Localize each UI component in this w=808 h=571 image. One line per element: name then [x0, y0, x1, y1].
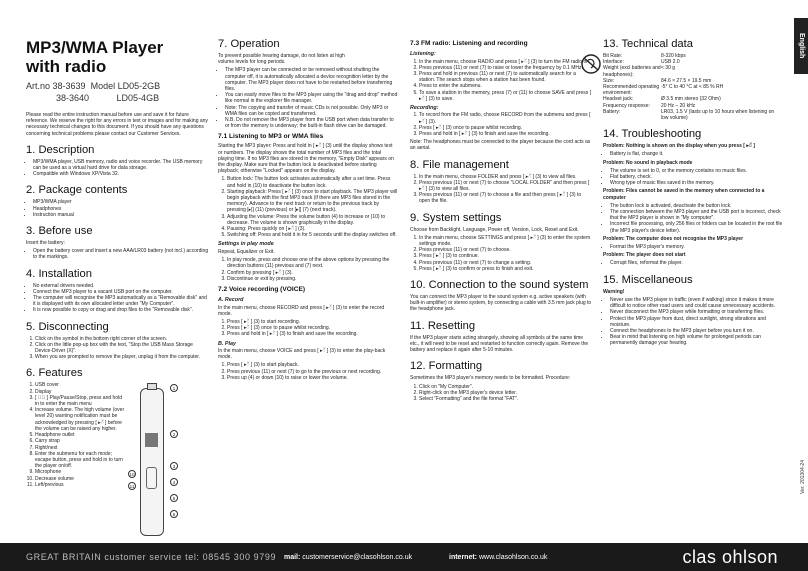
- callout-1: 1: [170, 384, 178, 392]
- list-item: • The button lock is activated, deactivate the button lock.: [610, 203, 783, 209]
- list-item: 1. In play mode, press and choose one of the above options by pressing the direction buttons (11) previous and (7) next.: [227, 257, 398, 269]
- list-item: 3. [ ▸ॅ ] Play/Pause/Stop, press and hold in to enter the main menu: [35, 395, 126, 407]
- heading-connection: 10. Connection to the sound system: [410, 279, 589, 292]
- s3-text: Insert the battery:: [26, 240, 65, 247]
- list-item: 1. Click on the symbol in the bottom right corner of the screen.: [35, 336, 209, 342]
- list-s8: [410, 174, 593, 205]
- tech-label: Interface:: [603, 59, 624, 66]
- model-1: LD05-2GB: [117, 81, 161, 91]
- tech-label: Size:: [603, 77, 615, 84]
- list-item: 10. Decrease volume: [35, 476, 126, 482]
- list-item: 3. Press [ ▸ॅ ] (3) to continue.: [419, 253, 593, 259]
- list-item: 1. In the main menu, choose SETTINGS and press [ ▸ॅ ] (3) to enter the system settings mode.: [419, 235, 593, 247]
- problem-title: Problem: Nothing is shown on the display when you press [ ▸ॅ ]: [603, 143, 755, 150]
- fm-note: Note: The headphones must be connected to the player because the cord acts as an aerial.: [410, 139, 591, 152]
- list-item: 1. To record from the FM radio, choose RECORD from the submenu and press [ ▸ॅ ] (3).: [419, 112, 593, 124]
- list-item: 1. Press [ ▸ॅ ] (3) to start playback.: [227, 362, 398, 368]
- list-item: 5. Press [ ▸ॅ ] (3) to confirm or press to finish and exit.: [419, 266, 593, 272]
- list-s5: [26, 336, 209, 361]
- list-fm-recording: [410, 112, 593, 137]
- web-label: internet:: [449, 553, 477, 561]
- list-item: 5. Headphone outlet: [35, 432, 126, 438]
- heading-play-mode: Settings in play mode: [218, 241, 274, 248]
- list-item: • Format the MP3 player's memory.: [610, 244, 783, 250]
- heading-listening: 7.1 Listening to MP3 or WMA files: [218, 133, 324, 141]
- list-s6: [26, 382, 126, 550]
- list-s3: [26, 248, 209, 260]
- footer-bar: [0, 543, 808, 571]
- art-prefix: Art.no: [26, 81, 51, 91]
- page-title: MP3/WMA Player with radio: [26, 38, 164, 76]
- art-no-1: 38-3639: [52, 81, 86, 91]
- list-item: • Battery is flat, change it.: [610, 151, 783, 157]
- heading-misc: 15. Miscellaneous: [603, 273, 693, 286]
- s12-text: Sometimes the MP3 player's memory needs to be formatted. Procedure:: [410, 375, 571, 382]
- technical-table: [603, 53, 783, 121]
- model-2: LD05-4GB: [116, 93, 160, 103]
- list-item: 1. Click on "My Computer".: [419, 384, 593, 390]
- s71-text: Starting the MP3 player: Press and hold in [ ▸ॅ ] (3) until the display shows text or numbers. The display shows the total number of MP3 files and the total playing time. If no MP3 files are stored in the memory, "Empty Disk" appears on the display. Make sure that the button lock is deactivated before starting playback; otherwise "Locked" appears on the display.: [218, 143, 394, 175]
- tech-label: Headset jack:: [603, 96, 634, 103]
- tech-row: [603, 65, 783, 77]
- article-numbers: [26, 80, 209, 104]
- callout-6: 6: [170, 510, 178, 518]
- list-item: • Corrupt files, reformat the player.: [610, 260, 783, 266]
- tech-label: Battery:: [603, 108, 621, 115]
- heading-package: 2. Package contents: [26, 184, 128, 197]
- heading-play: B. Play: [218, 340, 236, 347]
- callout-2: 2: [170, 430, 178, 438]
- list-item: 2. Press previous (11) or next (7) to choose.: [419, 247, 593, 253]
- list-item: 5. To save a station in the memory, press (7) or (11) to choose SAVE and press [ ▸ॅ ] (3) to save.: [419, 90, 593, 102]
- s10-text: You can connect the MP3 player to the sound system e.g. active speakers (with built-in amplifier) or stereo system, by connecting a cable with 3.5 mm jack plug to the headphone jack.: [410, 294, 592, 313]
- list-s12: [410, 384, 593, 403]
- list-item: • No external drivers needed.: [33, 283, 209, 289]
- list-item: • Compatible with Windows XP/Vista 32.: [33, 171, 209, 177]
- s7-text: To prevent possible hearing damage, do not listen at high volume levels for long periods.: [218, 53, 345, 66]
- problem-solutions: [603, 168, 783, 187]
- list-s7: [218, 67, 398, 129]
- brand-logo: clas ohlson: [682, 546, 778, 567]
- list-item: 1. USB cover: [35, 382, 126, 388]
- list-playmode: [218, 257, 398, 282]
- list-item: 3. Press and hold in previous (11) or next (7) to automatically search for a station. The search stops when a station has been found.: [419, 71, 593, 83]
- column-1: [26, 14, 209, 552]
- player-body-icon: [140, 388, 164, 536]
- tech-value: Ø 3.5 mm stereo (32 Ohm): [661, 96, 721, 103]
- heading-file-management: 8. File management: [410, 158, 509, 171]
- column-4: [603, 14, 783, 349]
- list-item: • Wrong type of music files saved in the memory.: [610, 180, 783, 186]
- list-item: • The computer will recognise the MP3 automatically as a "Removable disk" and it is displayed with its own allocated letter under "My Computer".: [33, 295, 209, 307]
- list-item: • Note: The copying and transfer of music CDs is not possible. Only MP3 or WMA files can be copied and transferred.: [225, 105, 398, 117]
- problem-title: Problem: No sound in playback mode: [603, 159, 693, 166]
- list-item: • Headphones: [33, 206, 209, 212]
- callout-11: 11: [129, 484, 135, 490]
- list-item: 2. Press [ ▸ॅ ] (3) once to pause whilst recording.: [227, 325, 398, 331]
- list-item: 2. Press previous (11) or next (7) to raise or lower the frequency by 0.1 MHz.: [419, 65, 593, 71]
- s9-text: Choose from Backlight, Language, Power off, Version, Lock, Reset and Exit.: [410, 226, 579, 233]
- callout-5: 5: [170, 494, 178, 502]
- list-play: [218, 362, 398, 381]
- list-record: [218, 319, 398, 338]
- heading-fm-radio: 7.3 FM radio: Listening and recording: [410, 40, 528, 47]
- problem-title: Problem: Files cannot be saved in the memory when connected to a computer: [603, 188, 765, 201]
- heading-system-settings: 9. System settings: [410, 211, 502, 224]
- list-item: 1. In the main menu, choose RADIO and press [ ▸ॅ ] (3) to turn the FM radio on.: [419, 59, 593, 65]
- troubleshooting-list: [603, 143, 783, 266]
- list-item: 11. Left/previous: [35, 482, 126, 488]
- web-address[interactable]: www.clasohlson.co.uk: [478, 553, 548, 561]
- heading-formatting: 12. Formatting: [410, 360, 483, 373]
- list-item: 4. Increase volume. The high volume (over level 20) warning notification must be acknowledged by pressing [ ▸ॅ ] before the volume can be raised any higher.: [35, 407, 126, 432]
- heading-record: A. Record: [218, 297, 244, 303]
- callout-4: 4: [170, 478, 178, 486]
- list-item: 2. Press [ ▸ॅ ] (3) once to pause whilst recording.: [419, 125, 593, 131]
- tech-value: -5° C to 40 °C at < 85 % RH: [661, 84, 724, 91]
- list-item: 2. Confirm by pressing [ ▸ॅ ] (3).: [227, 270, 398, 276]
- heading-before-use: 3. Before use: [26, 225, 93, 238]
- list-item: 4. Press to enter the submenu.: [419, 83, 593, 89]
- problem-solutions: [603, 203, 783, 234]
- list-item: • The MP3 player can be connected or be removed without shutting the computer off, it is automatically allocated a device recognition letter by the computer. The MP3 player does not have to be restarted before transferring files.: [225, 67, 398, 92]
- list-item: • The connection between the MP3 player and the USB port is incorrect, check that the MP3 player is shown in "My computer".: [610, 209, 783, 221]
- footer-mail: [284, 554, 449, 561]
- list-item: • Open the battery cover and insert a new AAA/LR03 battery (not incl.) according to the markings.: [33, 248, 209, 260]
- list-item: 2. Click on the little pop-up box with the text, "Stop the USB Mass Storage Device-Driver (X)".: [35, 342, 209, 354]
- list-item: 5. Switching off: Press and hold it in for 5 seconds until the display switches off.: [227, 232, 398, 238]
- problem-title: Problem: The player does not start: [603, 252, 686, 259]
- list-item: 7. Right/next: [35, 445, 126, 451]
- playmode-text: Repeat, Equalizer or Exit.: [218, 248, 275, 255]
- list-item: 3. Press previous (11) or next (7) to choose a file and then press [ ▸ॅ ] (3) to open the file.: [419, 192, 593, 204]
- intro-text: Please read the entire instruction manual before use and save it for future reference. We reserve the right for any errors in text or images and for making any necessary technical changes to this document. If you should have any questions concerning technical problems please contact our Customer Services.: [26, 112, 208, 137]
- tech-value: 84.6 × 27.5 × 19.5 mm: [661, 77, 712, 84]
- mail-address[interactable]: customerservice@clasohlson.co.uk: [302, 553, 413, 561]
- list-s71: [218, 176, 398, 238]
- s11-text: If the MP3 player starts acting strangely, showing all symbols at the same time etc., it will need to be reset and restarted to function correctly again. Remove the battery and replace it again after 5-10 minutes.: [410, 334, 589, 354]
- list-item: 1. In the main menu, choose FOLDER and press [ ▸ॅ ] (3) to view all files.: [419, 174, 593, 180]
- problem-solutions: [603, 151, 783, 157]
- problem-solutions: [603, 244, 783, 250]
- tech-row: [603, 84, 783, 96]
- heading-resetting: 11. Resetting: [410, 319, 476, 332]
- list-fm-listening: [410, 59, 593, 102]
- list-s9: [410, 235, 593, 272]
- footer-web: [449, 554, 614, 561]
- footer-customer-service: GREAT BRITAIN customer service tel: 08545 300 9799: [26, 552, 277, 562]
- column-2: [218, 14, 398, 383]
- heading-disconnecting: 5. Disconnecting: [26, 320, 109, 333]
- list-item: 3. Press and hold in [ ▸ॅ ] (3) to finish and save the recording.: [419, 131, 593, 137]
- list-item: 3. When you are prompted to remove the player, unplug it from the computer.: [35, 354, 209, 360]
- list-item: • Bear in mind that listening on high volume for prolonged periods can permanently damage your hearing.: [610, 334, 783, 346]
- list-item: 1. Button lock: The button lock activates automatically after a set time. Press and hold in (10) to deactivate the button lock.: [227, 176, 398, 188]
- list-item: • Never disconnect the MP3 player while formatting or transferring files.: [610, 309, 783, 315]
- list-item: • N.B. Do not remove the MP3 player from the USB port when data transfer to or from the memory is underway; the built-in flash drive can be damaged.: [225, 117, 398, 129]
- list-item: • The volume is set to 0, or the memory contains no music files.: [610, 168, 783, 174]
- heading-voice: 7.2 Voice recording (VOICE): [218, 286, 306, 293]
- heading-fm-recording: Recording:: [410, 104, 439, 111]
- list-item: 8. Enter the submenu for each mode; escape button, press and hold in to turn the player on/off.: [35, 451, 126, 470]
- list-item: 4. Press previous (11) or next (7) to change a setting.: [419, 260, 593, 266]
- list-item: 1. Press [ ▸ॅ ] (3) to start recording.: [227, 319, 398, 325]
- list-item: 2. Display: [35, 389, 126, 395]
- list-item: • Protect the MP3 player from dust, direct sunlight, strong vibrations and moisture.: [610, 316, 783, 328]
- features-block: [26, 382, 209, 552]
- heading-troubleshooting: 14. Troubleshooting: [603, 128, 702, 141]
- tech-label: Bit Rate:: [603, 53, 623, 59]
- list-item: • It is now possible to copy or drag and drop files to the "Removable disk".: [33, 307, 209, 313]
- version-label: Ver. 201304-24: [800, 460, 806, 494]
- list-item: • Connect the headphones to the MP3 player before you turn it on.: [610, 328, 783, 334]
- list-item: 3. Adjusting the volume: Press the volume button (4) to increase or (10) to decrease. The volume is shown graphically in the display.: [227, 214, 398, 226]
- list-item: • Instruction manual: [33, 212, 209, 218]
- list-item: • Never use the MP3 player in traffic (even if walking) since it makes it more difficult to notice other road users and could cause unnecessary accidents.: [610, 297, 783, 309]
- problem-title: Problem: The computer does not recognise the MP3 player: [603, 235, 744, 242]
- tech-label: Weight (excl batteries and headphones):: [603, 65, 661, 78]
- list-item: 2. Right-click on the MP3 player's device letter.: [419, 390, 593, 396]
- play-text: In the main menu, choose VOICE and press [ ▸ॅ ] (3) to enter the play-back mode.: [218, 348, 386, 361]
- usb-cover-icon: [147, 383, 157, 390]
- list-item: 2. Press previous (11) or next (7) to choose "LOCAL FOLDER" and then press [ ▸ॅ ] (3) to view all files.: [419, 180, 593, 192]
- language-tab: English: [794, 18, 808, 74]
- control-button-icon: [146, 467, 157, 489]
- list-s2: [26, 199, 209, 218]
- model-label: Model: [90, 81, 116, 91]
- tech-value: LR03, 1.5 V (lasts up to 10 hours when listening on low volume): [661, 108, 775, 122]
- list-item: • MP3/WMA player, USB memory, radio and voice recorder. The USB memory can be used as a virtual hard drive for data storage.: [33, 159, 209, 171]
- mail-label: mail:: [284, 553, 301, 561]
- list-s4: [26, 283, 209, 314]
- tech-label: Frequency response:: [603, 102, 650, 109]
- warning-label: Warning!: [603, 288, 625, 295]
- player-illustration-icon: [126, 382, 206, 552]
- heading-description: 1. Description: [26, 143, 95, 156]
- heading-installation: 4. Installation: [26, 267, 92, 280]
- list-s15: [603, 297, 783, 347]
- list-item: • MP3/WMA player: [33, 199, 209, 205]
- tech-label: Recommended operating environment:: [603, 84, 660, 97]
- list-item: 3. Press and hold in [ ▸ॅ ] (3) to finish and save the recording.: [227, 331, 398, 337]
- art-no-2: 38-3640: [56, 93, 90, 103]
- tech-value: 20 Hz – 20 kHz: [661, 102, 696, 109]
- column-3: [410, 14, 593, 404]
- list-item: 2. Press previous (11) or next (7) to go to the previous or next recording.: [227, 369, 398, 375]
- list-item: 3. Discontinue or exit by pressing.: [227, 276, 398, 282]
- list-s1: [26, 159, 209, 178]
- list-item: • Connect the MP3 player to a vacant USB port on the computer.: [33, 289, 209, 295]
- heading-technical: 13. Technical data: [603, 38, 693, 50]
- display-icon: [145, 433, 158, 447]
- list-item: • Incorrect file processing, only 256 files or folders can be located in the root file (the MP3 player's device letter).: [610, 221, 783, 233]
- list-item: 3. Press up (4) or down (10) to raise or lower the volume.: [227, 375, 398, 381]
- list-item: 9. Microphone: [35, 469, 126, 475]
- heading-operation: 7. Operation: [218, 38, 280, 50]
- tech-value: 8-320 kbps: [661, 53, 686, 59]
- problem-solutions: [603, 260, 783, 266]
- list-item: • You can easily move files to the MP3 player using the "drag and drop" method like normal in the explorer file manager.: [225, 92, 398, 104]
- tech-value: USB 2.0: [661, 59, 680, 66]
- list-item: • Flat battery, check.: [610, 174, 783, 180]
- heading-fm-listening: Listening:: [410, 51, 436, 57]
- heading-features: 6. Features: [26, 367, 83, 380]
- tech-value: < 30 g: [661, 65, 676, 72]
- list-item: 6. Carry strap: [35, 438, 126, 444]
- list-item: 3. Select "Formatting" and the file format "FAT".: [419, 396, 593, 402]
- callout-3: 3: [170, 462, 178, 470]
- list-item: 4. Pausing: Press quickly on [ ▸ॅ ] (3).: [227, 226, 398, 232]
- tech-row: [603, 109, 783, 121]
- record-text: In the main menu, choose RECORD and press [ ▸ॅ ] (3) to enter the record mode.: [218, 304, 385, 317]
- callout-10: 10: [129, 472, 135, 478]
- list-item: 2. Starting playback: Press [ ▸ॅ ] (3) once to start playback. The MP3 player will begin playback with the first MP3 track (if there are MP3 files stored in the memory). Advance to the next track or return to the previous track by pressing [▸|] (11) (previous) or [▸|] (7) (next track).: [227, 189, 398, 214]
